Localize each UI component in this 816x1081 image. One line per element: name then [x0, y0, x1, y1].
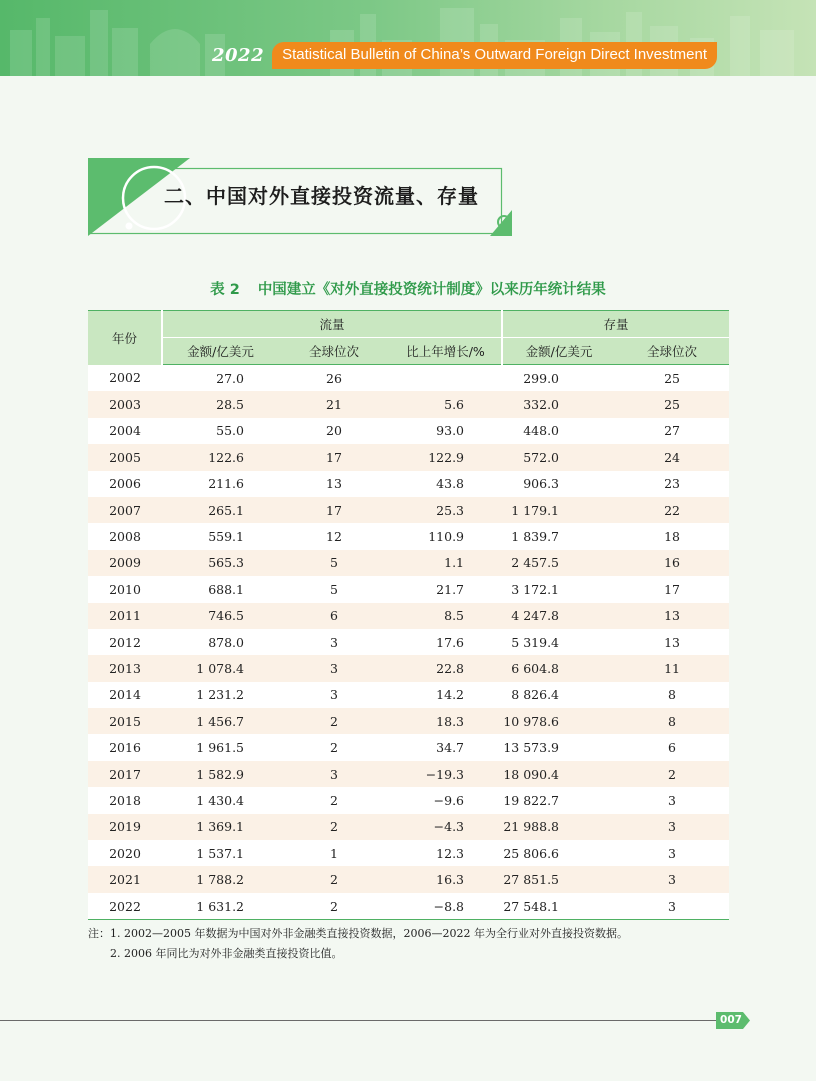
cell-stock-amount: 2 457.5: [502, 550, 615, 576]
footer-rule: [0, 1020, 716, 1021]
bulletin-header-title: [212, 42, 717, 68]
column-header-stock-rank: 全球位次: [615, 338, 729, 365]
cell-stock-rank: 25: [615, 365, 729, 392]
cell-flow-growth: 5.6: [390, 391, 502, 417]
cell-stock-rank: 24: [615, 444, 729, 470]
cell-year: 2011: [88, 603, 162, 629]
cell-year: 2004: [88, 418, 162, 444]
cell-year: 2016: [88, 734, 162, 760]
table-row: [88, 471, 729, 497]
cell-flow-rank: 17: [278, 497, 390, 523]
cell-stock-amount: 27 548.1: [502, 893, 615, 920]
cell-flow-growth: [390, 365, 502, 392]
cell-flow-amount: 746.5: [162, 603, 278, 629]
cell-stock-rank: 17: [615, 576, 729, 602]
column-header-flow-amount: 金额/亿美元: [162, 338, 278, 365]
cell-flow-rank: 3: [278, 682, 390, 708]
cell-flow-rank: 12: [278, 523, 390, 549]
cell-flow-growth: 34.7: [390, 734, 502, 760]
cell-stock-rank: 23: [615, 471, 729, 497]
cell-flow-growth: 16.3: [390, 866, 502, 892]
table-row: [88, 734, 729, 760]
table-row: [88, 576, 729, 602]
table-row: [88, 629, 729, 655]
cell-year: 2003: [88, 391, 162, 417]
section-title: 二、中国对外直接投资流量、存量: [164, 184, 479, 208]
cell-stock-amount: 5 319.4: [502, 629, 615, 655]
table-row: [88, 603, 729, 629]
table-number: 表 2: [210, 282, 240, 298]
cell-stock-rank: 3: [615, 814, 729, 840]
table-row: [88, 418, 729, 444]
cell-stock-rank: 3: [615, 866, 729, 892]
cell-flow-growth: 122.9: [390, 444, 502, 470]
note-line-2: 2. 2006 年同比为对外非金融类直接投资比值。: [110, 947, 343, 960]
table-row: [88, 761, 729, 787]
cell-flow-amount: 1 369.1: [162, 814, 278, 840]
column-group-flow: 流量: [162, 311, 502, 338]
table-row: [88, 523, 729, 549]
cell-year: 2012: [88, 629, 162, 655]
cell-stock-rank: 8: [615, 682, 729, 708]
cell-flow-rank: 17: [278, 444, 390, 470]
note-line-1: 注：1. 2002—2005 年数据为中国对外非金融类直接投资数据，2006—2022 年为全行业对外直接投资数据。: [88, 927, 628, 940]
cell-stock-amount: 4 247.8: [502, 603, 615, 629]
table-row: [88, 814, 729, 840]
cell-stock-amount: 448.0: [502, 418, 615, 444]
cell-flow-growth: 12.3: [390, 840, 502, 866]
cell-flow-amount: 1 078.4: [162, 655, 278, 681]
cell-year: 2013: [88, 655, 162, 681]
cell-stock-amount: 8 826.4: [502, 682, 615, 708]
cell-flow-rank: 2: [278, 734, 390, 760]
header-year: 2022: [212, 44, 265, 66]
cell-flow-amount: 1 582.9: [162, 761, 278, 787]
table-row: [88, 444, 729, 470]
cell-flow-rank: 6: [278, 603, 390, 629]
cell-stock-amount: 332.0: [502, 391, 615, 417]
column-header-flow-growth: 比上年增长/%: [390, 338, 502, 365]
cell-year: 2022: [88, 893, 162, 920]
table-row: [88, 893, 729, 920]
table-row: [88, 365, 729, 392]
cell-flow-growth: −4.3: [390, 814, 502, 840]
cell-stock-rank: 13: [615, 629, 729, 655]
cell-year: 2008: [88, 523, 162, 549]
cell-flow-amount: 688.1: [162, 576, 278, 602]
cell-flow-rank: 3: [278, 629, 390, 655]
cell-flow-rank: 20: [278, 418, 390, 444]
cell-year: 2010: [88, 576, 162, 602]
cell-flow-rank: 26: [278, 365, 390, 392]
cell-flow-rank: 5: [278, 550, 390, 576]
cell-flow-growth: 25.3: [390, 497, 502, 523]
cell-stock-amount: 13 573.9: [502, 734, 615, 760]
cell-flow-rank: 2: [278, 787, 390, 813]
cell-flow-growth: 17.6: [390, 629, 502, 655]
header-banner: [0, 0, 816, 76]
cell-flow-growth: −9.6: [390, 787, 502, 813]
cell-year: 2014: [88, 682, 162, 708]
cell-flow-amount: 1 631.2: [162, 893, 278, 920]
table-row: [88, 840, 729, 866]
cell-stock-amount: 19 822.7: [502, 787, 615, 813]
cell-flow-rank: 1: [278, 840, 390, 866]
cell-flow-growth: −19.3: [390, 761, 502, 787]
table-row: [88, 682, 729, 708]
cell-flow-growth: 110.9: [390, 523, 502, 549]
cell-flow-amount: 211.6: [162, 471, 278, 497]
cell-stock-rank: 27: [615, 418, 729, 444]
column-group-stock: 存量: [502, 311, 729, 338]
column-header-year: 年份: [88, 311, 162, 365]
table-body: [88, 365, 729, 920]
cell-flow-rank: 2: [278, 708, 390, 734]
page-number-badge: [716, 1012, 750, 1029]
cell-stock-amount: 18 090.4: [502, 761, 615, 787]
cell-stock-amount: 3 172.1: [502, 576, 615, 602]
cell-stock-rank: 11: [615, 655, 729, 681]
cell-flow-amount: 27.0: [162, 365, 278, 392]
cell-stock-rank: 6: [615, 734, 729, 760]
cell-stock-rank: 22: [615, 497, 729, 523]
cell-flow-amount: 1 961.5: [162, 734, 278, 760]
table-row: [88, 497, 729, 523]
cell-flow-rank: 3: [278, 655, 390, 681]
cell-flow-growth: 18.3: [390, 708, 502, 734]
table-caption-text: 中国建立《对外直接投资统计制度》以来历年统计结果: [257, 282, 606, 298]
cell-stock-amount: 21 988.8: [502, 814, 615, 840]
column-header-flow-rank: 全球位次: [278, 338, 390, 365]
cell-year: 2009: [88, 550, 162, 576]
cell-year: 2005: [88, 444, 162, 470]
cell-stock-amount: 1 179.1: [502, 497, 615, 523]
cell-flow-amount: 28.5: [162, 391, 278, 417]
cell-year: 2007: [88, 497, 162, 523]
cell-stock-rank: 16: [615, 550, 729, 576]
cell-flow-rank: 2: [278, 866, 390, 892]
page-number: 007: [720, 1014, 742, 1026]
cell-flow-growth: −8.8: [390, 893, 502, 920]
table-notes: [88, 924, 748, 964]
cell-flow-amount: 878.0: [162, 629, 278, 655]
cell-year: 2015: [88, 708, 162, 734]
cell-flow-growth: 21.7: [390, 576, 502, 602]
cell-flow-amount: 1 231.2: [162, 682, 278, 708]
cell-flow-amount: 265.1: [162, 497, 278, 523]
table-row: [88, 787, 729, 813]
header-title-pill: Statistical Bulletin of China’s Outward Foreign Direct Investment: [272, 42, 717, 69]
table-caption: [0, 278, 816, 299]
table-row: [88, 655, 729, 681]
cell-flow-amount: 122.6: [162, 444, 278, 470]
cell-stock-rank: 13: [615, 603, 729, 629]
cell-year: 2021: [88, 866, 162, 892]
cell-flow-amount: 1 430.4: [162, 787, 278, 813]
cell-flow-growth: 22.8: [390, 655, 502, 681]
cell-year: 2017: [88, 761, 162, 787]
cell-flow-rank: 3: [278, 761, 390, 787]
investment-statistics-table: [88, 310, 729, 920]
cell-year: 2006: [88, 471, 162, 497]
cell-stock-rank: 3: [615, 893, 729, 920]
cell-flow-amount: 1 456.7: [162, 708, 278, 734]
cell-flow-amount: 559.1: [162, 523, 278, 549]
cell-stock-rank: 3: [615, 840, 729, 866]
cell-flow-amount: 55.0: [162, 418, 278, 444]
cell-flow-rank: 2: [278, 893, 390, 920]
cell-stock-amount: 25 806.6: [502, 840, 615, 866]
cell-flow-rank: 21: [278, 391, 390, 417]
cell-flow-rank: 5: [278, 576, 390, 602]
cell-stock-amount: 572.0: [502, 444, 615, 470]
cell-stock-amount: 299.0: [502, 365, 615, 392]
cell-stock-rank: 2: [615, 761, 729, 787]
cell-flow-amount: 1 788.2: [162, 866, 278, 892]
cell-flow-growth: 1.1: [390, 550, 502, 576]
cell-flow-rank: 2: [278, 814, 390, 840]
table-row: [88, 550, 729, 576]
cell-year: 2019: [88, 814, 162, 840]
cell-stock-rank: 18: [615, 523, 729, 549]
cell-flow-growth: 14.2: [390, 682, 502, 708]
cell-flow-growth: 8.5: [390, 603, 502, 629]
cell-year: 2018: [88, 787, 162, 813]
cell-stock-rank: 8: [615, 708, 729, 734]
cell-year: 2002: [88, 365, 162, 392]
cell-stock-amount: 27 851.5: [502, 866, 615, 892]
cell-stock-rank: 25: [615, 391, 729, 417]
cell-stock-amount: 10 978.6: [502, 708, 615, 734]
table-row: [88, 866, 729, 892]
cell-flow-growth: 43.8: [390, 471, 502, 497]
cell-year: 2020: [88, 840, 162, 866]
cell-flow-amount: 1 537.1: [162, 840, 278, 866]
cell-flow-growth: 93.0: [390, 418, 502, 444]
cell-flow-rank: 13: [278, 471, 390, 497]
cell-flow-amount: 565.3: [162, 550, 278, 576]
column-header-stock-amount: 金额/亿美元: [502, 338, 615, 365]
cell-stock-amount: 1 839.7: [502, 523, 615, 549]
table-row: [88, 391, 729, 417]
cell-stock-amount: 906.3: [502, 471, 615, 497]
cell-stock-amount: 6 604.8: [502, 655, 615, 681]
cell-stock-rank: 3: [615, 787, 729, 813]
table-row: [88, 708, 729, 734]
